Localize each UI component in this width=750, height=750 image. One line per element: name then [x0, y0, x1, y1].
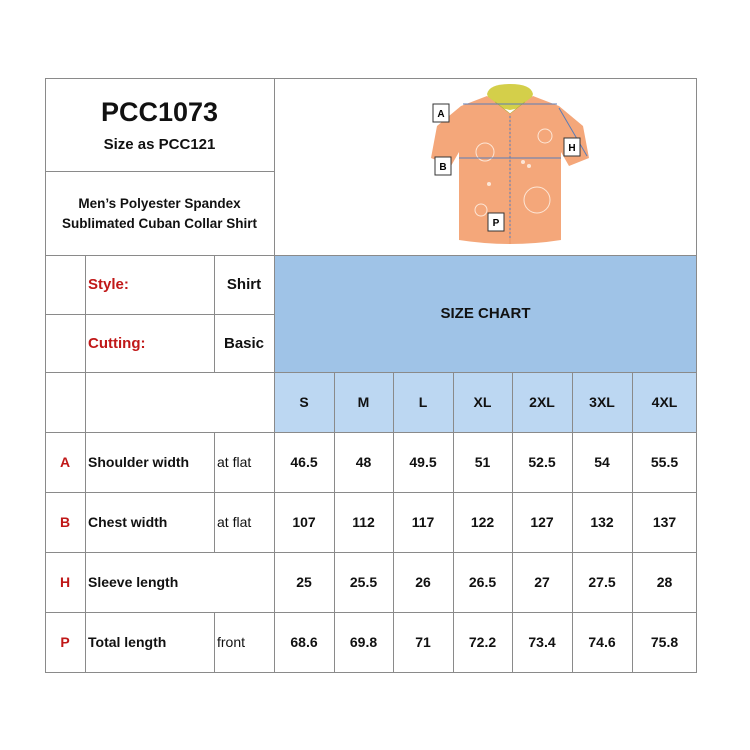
- measurement-value: 68.6: [290, 634, 318, 650]
- measurement-code: B: [59, 514, 71, 530]
- product-description-line1: Men’s Polyester Spandex: [78, 195, 241, 211]
- size-chart-title: SIZE CHART: [440, 305, 531, 322]
- size-header-l: L: [418, 394, 428, 410]
- style-label: Style:: [88, 276, 129, 293]
- size-header-2xl: 2XL: [529, 394, 555, 410]
- diagram-label-a: A: [437, 109, 445, 120]
- measurement-name: Total length: [88, 634, 167, 650]
- measurement-value: 52.5: [528, 454, 556, 470]
- measurement-value: 127: [530, 514, 554, 530]
- measurement-value: 46.5: [290, 454, 318, 470]
- measurement-method: at flat: [217, 454, 252, 470]
- measurement-code: A: [59, 454, 71, 470]
- diagram-label-b: B: [439, 162, 447, 173]
- style-value: Shirt: [226, 276, 262, 293]
- measurement-value: 26.5: [468, 574, 497, 590]
- size-header-4xl: 4XL: [651, 394, 678, 410]
- measurement-value: 69.8: [349, 634, 378, 650]
- cutting-value: Basic: [223, 334, 265, 352]
- measurement-method: at flat: [217, 514, 252, 530]
- measurement-value: 73.4: [528, 634, 556, 650]
- measurement-value: 112: [352, 514, 375, 530]
- size-reference: Size as PCC121: [103, 135, 216, 153]
- measurement-value: 25.5: [349, 574, 378, 590]
- measurement-value: 72.2: [468, 634, 497, 650]
- size-header-3xl: 3XL: [589, 394, 615, 410]
- measurement-value: 51: [474, 454, 491, 470]
- size-header-s: S: [299, 394, 309, 410]
- measurement-value: 54: [594, 454, 610, 470]
- cutting-label: Cutting:: [88, 334, 146, 352]
- measurement-value: 75.8: [650, 634, 679, 650]
- measurement-value: 26: [415, 574, 431, 590]
- measurement-value: 74.6: [588, 634, 616, 650]
- measurement-value: 71: [415, 634, 431, 650]
- measurement-code: H: [59, 574, 71, 590]
- measurement-method: front: [217, 634, 246, 650]
- measurement-value: 27.5: [588, 574, 616, 590]
- measurement-value: 48: [355, 454, 372, 470]
- measurement-name: Sleeve length: [88, 574, 179, 590]
- shirt-diagram: [425, 80, 595, 252]
- measurement-value: 28: [656, 574, 673, 590]
- diagram-label-h: H: [568, 143, 576, 154]
- measurement-name: Shoulder width: [88, 454, 190, 470]
- size-header-m: M: [357, 394, 370, 410]
- measurement-name: Chest width: [88, 514, 168, 530]
- measurement-code: P: [60, 634, 70, 650]
- measurement-value: 137: [652, 514, 677, 530]
- measurement-value: 122: [470, 514, 495, 530]
- measurement-value: 132: [590, 514, 614, 530]
- measurement-value: 107: [292, 514, 316, 530]
- measurement-value: 25: [296, 574, 312, 590]
- size-header-xl: XL: [473, 394, 492, 410]
- measurement-value: 55.5: [650, 454, 679, 470]
- product-description-line2: Sublimated Cuban Collar Shirt: [61, 215, 258, 231]
- measurement-value: 117: [411, 514, 435, 530]
- diagram-label-p: P: [492, 218, 500, 229]
- measurement-value: 27: [534, 574, 550, 590]
- product-code: PCC1073: [100, 96, 219, 127]
- measurement-value: 49.5: [409, 454, 437, 470]
- size-chart-sheet: [45, 78, 697, 673]
